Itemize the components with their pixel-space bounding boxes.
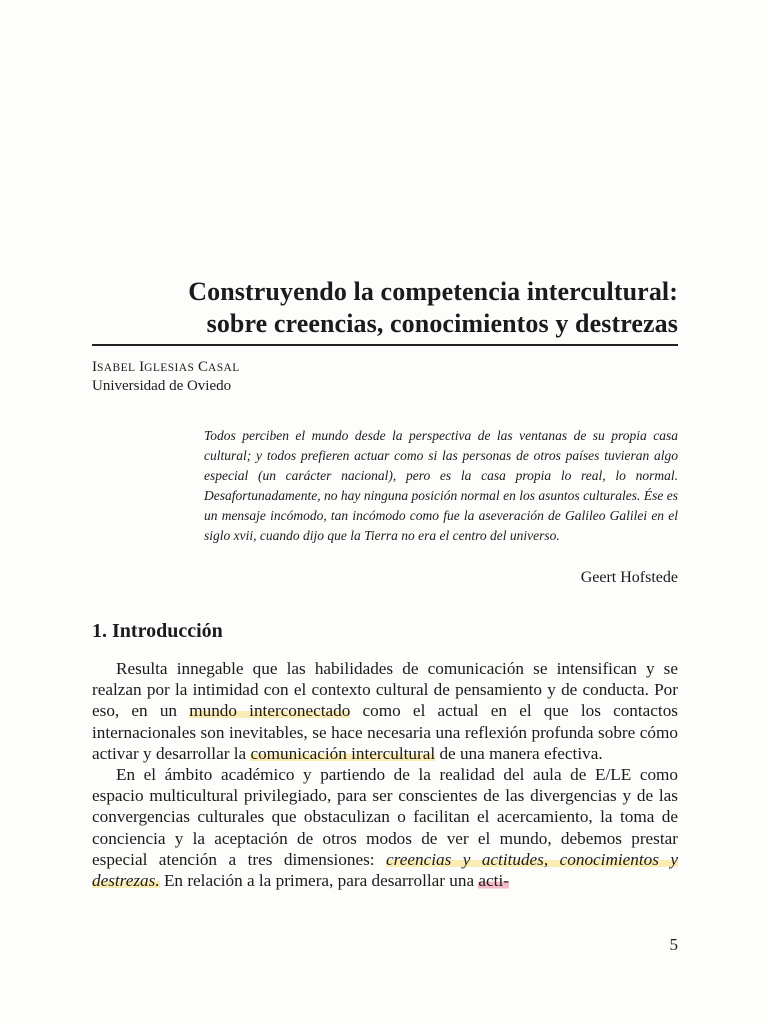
p1-text-3: de una manera efectiva. — [435, 743, 603, 763]
highlight-mundo-interconectado: mundo interconectado — [189, 701, 351, 721]
paragraph-1 — [92, 658, 678, 764]
p2-text-1: En el ámbito académico y partiendo de la realidad del aula de E/LE como espacio multicultural privilegiado, para ser conscientes de las divergencias y de las convergencias culturales que obstaculizan o facilitan el acercamiento, la toma de conciencia y la aceptación de otros modos de ver el mundo, debemos prestar especial atención a tres dimensiones: — [92, 765, 678, 869]
body-text — [92, 658, 678, 891]
author-first-rest: SABEL — [97, 362, 136, 374]
title-line-1: Construyendo la competencia intercultural: — [188, 277, 678, 306]
author-affiliation: Universidad de Oviedo — [92, 378, 232, 394]
author-name — [92, 357, 240, 378]
page-number: 5 — [669, 935, 678, 954]
paragraph-2 — [92, 764, 678, 891]
epigraph-attribution: Geert Hofstede — [580, 569, 678, 586]
author-first-initial: I — [92, 359, 97, 375]
highlight-comunicacion-intercultural: comunicación intercultural — [250, 743, 436, 763]
article-title — [92, 276, 678, 340]
author-last-initial: C — [198, 359, 209, 375]
p1-text-2: como el actual en el que los contactos internacionales son inevitables, se hace necesaria una reflexión profunda sobre cómo activar y desarrollar la — [92, 701, 678, 763]
author-middle-initial: I — [139, 359, 145, 375]
section-heading: 1. Introducción — [92, 620, 223, 642]
epigraph-text: Todos perciben el mundo desde la perspectiva de las ventanas de su propia casa cultural; y todos prefieren actuar como si las personas de otros países tuvieran algo especial (un carácter nacional), pero es la casa propia lo real, lo normal. Desafortunadamente, no hay ninguna posición normal en los asuntos culturales. Ése es un mensaje incómodo, tan incómodo como fue la aseveración de Galileo Galilei en el siglo xvii, cuando dijo que la Tierra no era el centro del universo. — [204, 428, 678, 543]
highlight-acti: acti- — [478, 871, 509, 891]
author-last-rest: ASAL — [208, 362, 240, 374]
p1-text-1: Resulta innegable que las habilidades de comunicación se intensifican y se realzan por la intimidad con el contexto cultural de pensamiento y de conducta. Por eso, en un — [92, 659, 678, 721]
epigraph-quote — [204, 426, 678, 546]
p2-text-2: En relación a la primera, para desarrollar una — [159, 871, 479, 891]
highlight-tres-dimensiones: creencias y actitudes, conocimientos y destrezas. — [92, 849, 679, 891]
author-middle-rest: GLESIAS — [144, 362, 195, 374]
title-line-2: sobre creencias, conocimientos y destrezas — [206, 309, 678, 338]
title-divider — [92, 344, 678, 346]
